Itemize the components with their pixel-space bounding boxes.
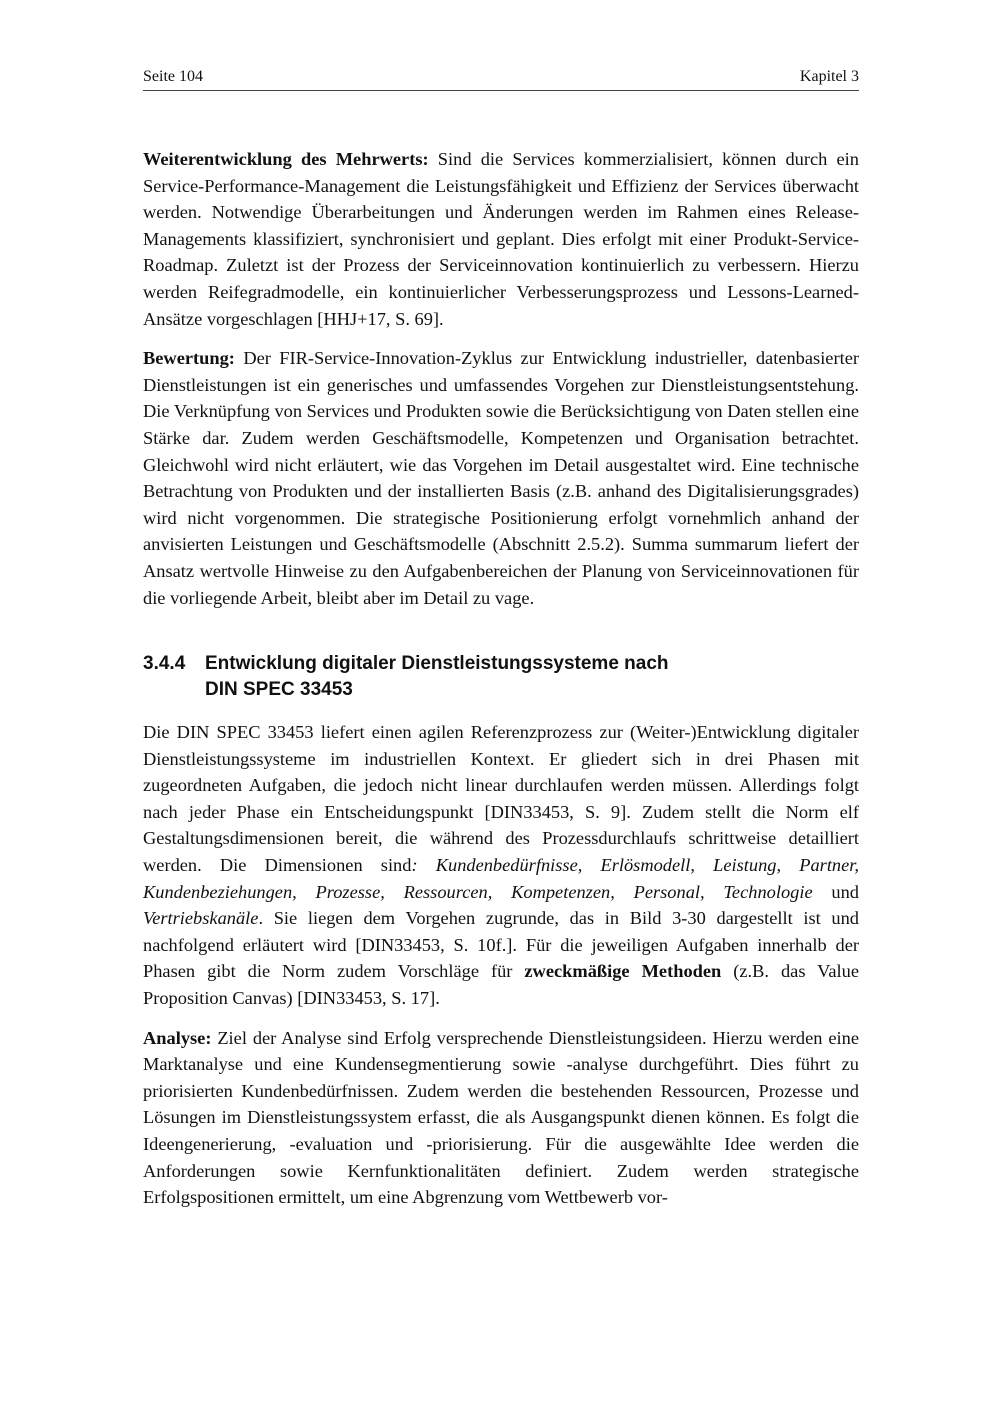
body-text xyxy=(143,146,859,1224)
section-number: 3.4.4 xyxy=(143,653,186,675)
bold-run: zweckmäßige Methoden xyxy=(524,961,722,982)
section-title-line2: DIN SPEC 33453 xyxy=(205,679,353,701)
paragraph-din-spec xyxy=(143,719,859,1012)
running-header xyxy=(143,66,859,91)
paragraph-label: Analyse: xyxy=(143,1027,212,1048)
page-number: Seite 104 xyxy=(143,68,203,85)
text-run: (z.B. das Value Proposition Canvas) [DIN33453, S. 17]. xyxy=(143,961,859,1009)
section-title-line1: Entwicklung digitaler Dienstleistungssysteme nach xyxy=(205,653,669,675)
paragraph-analyse xyxy=(143,1025,859,1211)
section-title xyxy=(205,651,859,703)
paragraph-weiterentwicklung xyxy=(143,146,859,332)
text-run: Die DIN SPEC 33453 liefert einen agilen Referenzprozess zur (Weiter-)Entwicklung digitaler Dienstleistungssysteme im industriellen Kontext. Er gliedert sich in drei Phasen mit zugeordneten Aufgaben, die jedoch nicht linear durchlaufen werden müssen. Allerdings folgt nach jeder Phase ein Entscheidungspunkt [DIN33453, S. 9]. Zudem stellt die Norm elf Gestaltungsdimensionen bereit, die während des Prozessdurchlaufs schrittweise detailliert werden. Die Dimensionen sind xyxy=(143,722,859,876)
chapter-label: Kapitel 3 xyxy=(799,68,859,85)
text-run: . Sie liegen dem Vorgehen zugrunde, das in Bild 3-30 dargestellt ist und nachfolgend erläutert wird [DIN33453, S. 10f.]. Für die jeweiligen Aufgaben innerhalb der Phasen gibt die Norm zudem Vorschläge für xyxy=(143,908,859,982)
section-heading xyxy=(143,651,859,703)
paragraph-text: Ziel der Analyse sind Erfolg versprechende Dienstleistungsideen. Hierzu werden eine Marktanalyse und eine Kundensegmentierung sowie -analyse durchgeführt. Dies führt zu priorisierten Kundenbedürfnissen. Zudem werden die bestehenden Ressourcen, Prozesse und Lösungen im Dienstleistungssystem erfasst, die als Ausgangspunkt dienen können. Es folgt die Ideengenerierung, -evaluation und -priorisierung. Für die ausgewählte Idee werden die Anforderungen sowie Kernfunktionalitäten definiert. Zudem werden strategische Erfolgspositionen ermittelt, um eine Abgrenzung vom Wettbewerb vor- xyxy=(143,1027,859,1208)
paragraph-label: Weiterentwicklung des Mehrwerts: xyxy=(143,149,429,169)
paragraph-text: Sind die Services kommerzialisiert, können durch ein Service-Performance-Management die Leistungsfähigkeit und Effizienz der Services überwacht werden. Notwendige Überarbeitungen und Änderungen werden im Rahmen eines Release-Managements klassifiziert, synchronisiert und geplant. Dies erfolgt mit einer Produkt-Service-Roadmap. Zuletzt ist der Prozess der Serviceinnovation kontinuierlich zu verbessern. Hierzu werden Reifegradmodelle, ein kontinuierlicher Verbesserungsprozess und Lessons-Learned-Ansätze vorgeschlagen [HHJ+17, S. 69]. xyxy=(143,149,859,329)
italic-run: Vertriebskanäle xyxy=(143,908,259,929)
text-run: und xyxy=(812,881,859,902)
paragraph-label: Bewertung: xyxy=(143,348,235,369)
italic-run: : Kundenbedürfnisse, Erlösmodell, Leistung, Partner, Kundenbeziehungen, Prozesse, Ressourcen, Kompetenzen, Personal, Technologie xyxy=(143,855,859,902)
paragraph-bewertung xyxy=(143,345,859,611)
paragraph-text: Der FIR-Service-Innovation-Zyklus zur Entwicklung industrieller, datenbasierter Dienstleistungen ist ein generisches und umfassendes Vorgehen zur Dienstleistungsentstehung. Die Verknüpfung von Services und Produkten sowie die Berücksichtigung von Daten stellen eine Stärke dar. Zudem werden Geschäftsmodelle, Kompetenzen und Organisation betrachtet. Gleichwohl wird nicht erläutert, wie das Vorgehen im Detail ausgestaltet wird. Eine technische Betrachtung von Produkten und der installierten Basis (z.B. anhand des Digitalisierungsgrades) wird nicht vorgenommen. Die strategische Positionierung erfolgt vornehmlich anhand der anvisierten Leistungen und Geschäftsmodelle (Abschnitt 2.5.2). Summa summarum liefert der Ansatz wertvolle Hinweise zu den Aufgabenbereichen der Planung von Serviceinnovationen für die vorliegende Arbeit, bleibt aber im Detail zu vage. xyxy=(143,348,859,608)
